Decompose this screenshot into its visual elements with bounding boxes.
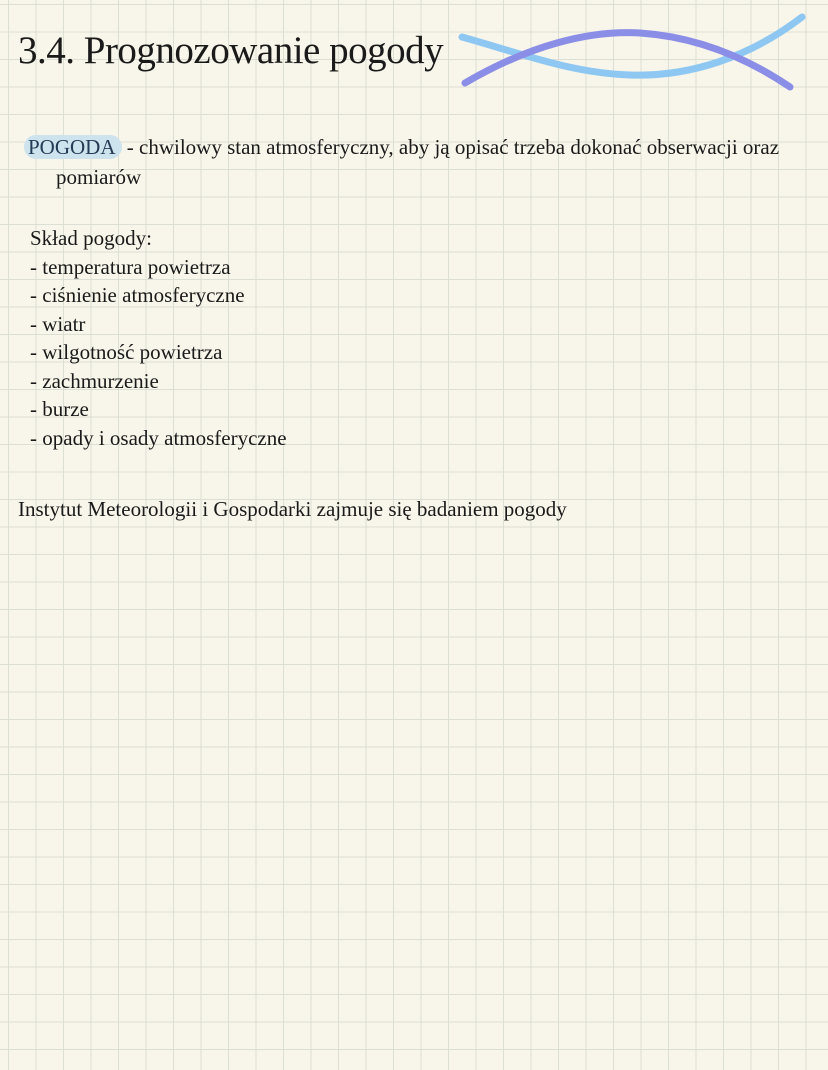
list-item: - wiatr <box>30 311 86 336</box>
list-item: - opady i osady atmosferyczne <box>30 425 287 450</box>
composition-list <box>30 253 287 453</box>
definition-term: POGODA <box>24 135 122 159</box>
wave-decoration <box>450 5 820 100</box>
list-item: - zachmurzenie <box>30 368 159 393</box>
composition-heading: Skład pogody: <box>30 226 152 250</box>
weather-composition <box>30 224 287 452</box>
definition-text: - chwilowy stan atmosferyczny, aby ją opisać trzeba dokonać obserwacji oraz <box>121 135 780 159</box>
institute-note: Instytut Meteorologii i Gospodarki zajmuje się badaniem pogody <box>18 497 567 521</box>
definition-continuation: pomiarów <box>56 165 142 189</box>
list-item: - temperatura powietrza <box>30 254 231 279</box>
page-title: 3.4. Prognozowanie pogody <box>18 29 444 72</box>
list-item: - burze <box>30 397 89 421</box>
definition-paragraph <box>28 132 818 192</box>
wave-purple <box>465 33 790 87</box>
list-item: - wilgotność powietrza <box>30 340 223 364</box>
list-item: - ciśnienie atmosferyczne <box>30 283 245 307</box>
